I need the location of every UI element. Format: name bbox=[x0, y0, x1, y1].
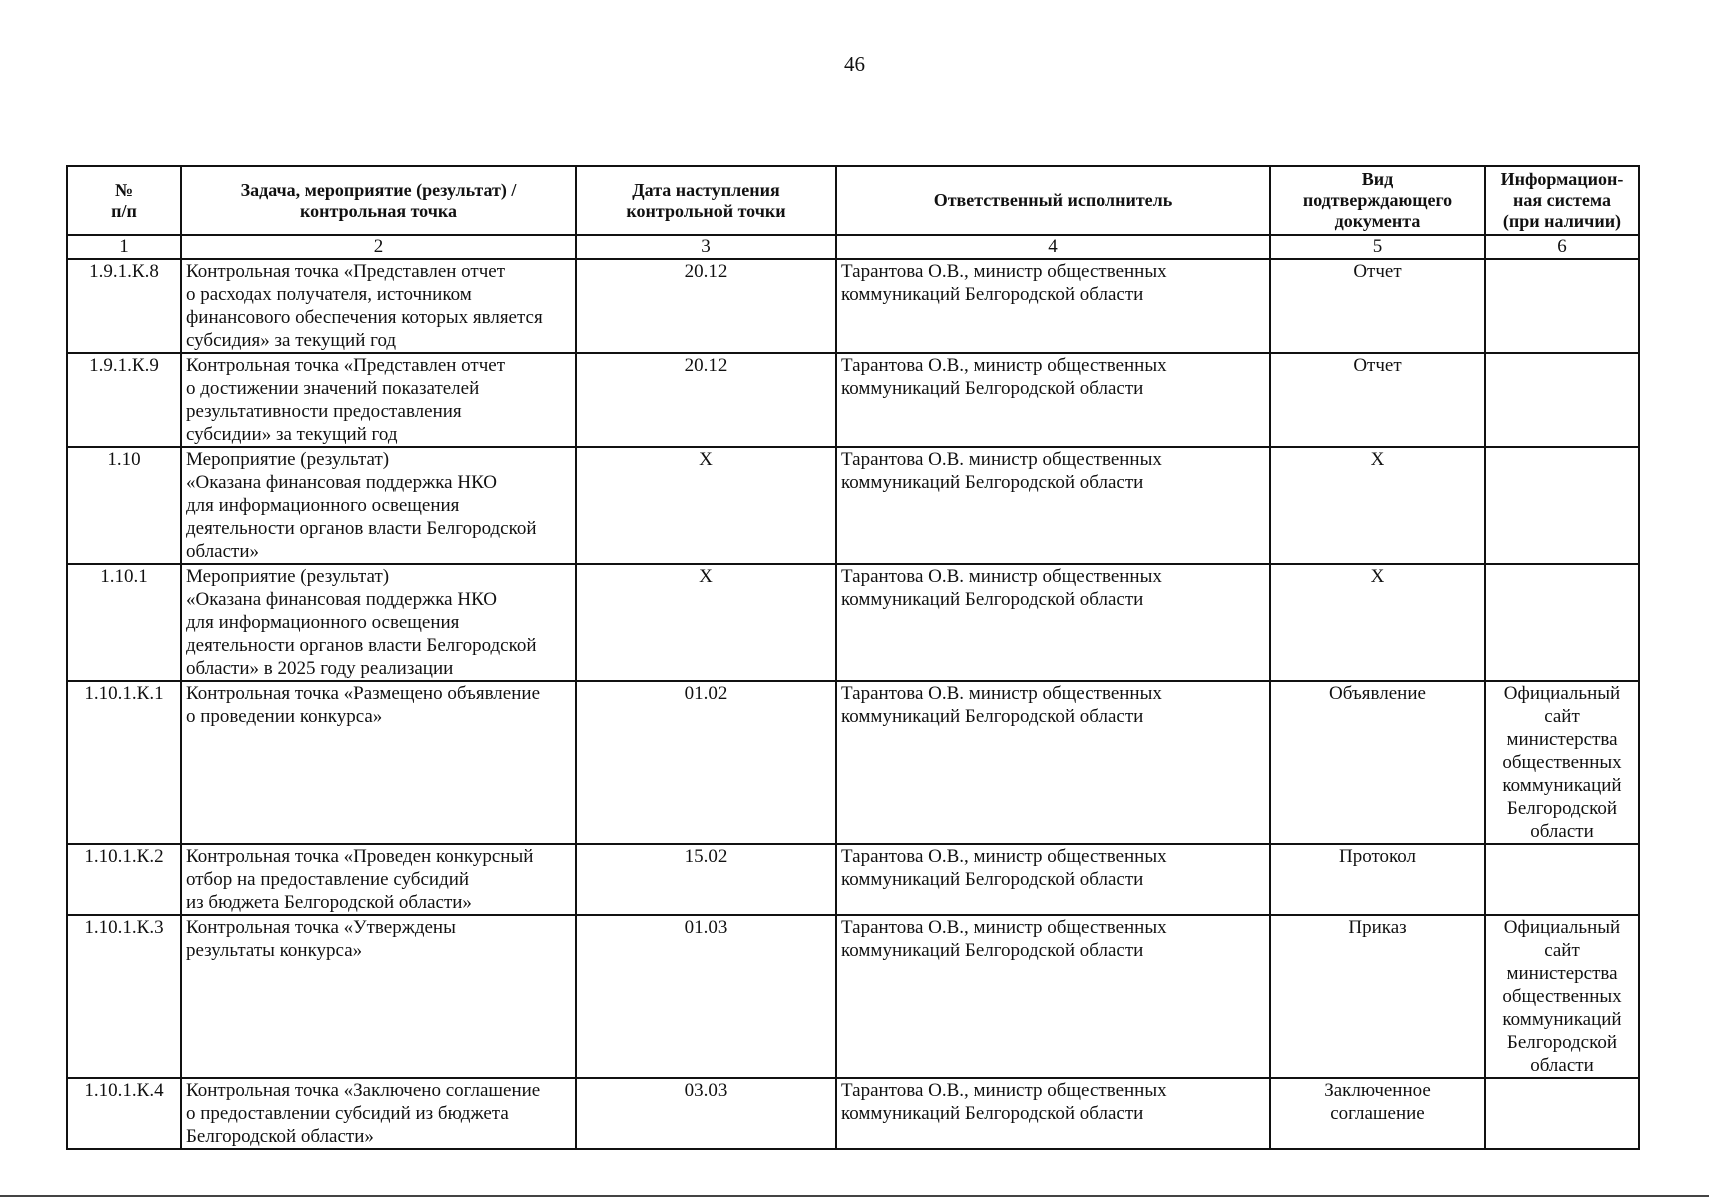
header-doc-type: Вид подтверждающего документа bbox=[1270, 166, 1485, 235]
table-row bbox=[67, 1078, 1639, 1149]
column-number-row bbox=[67, 235, 1639, 259]
row-number: 1.10.1.К.1 bbox=[67, 681, 181, 844]
row-executor: Тарантова О.В., министр общественных коммуникаций Белгородской области bbox=[836, 259, 1270, 353]
row-number: 1.10.1.К.3 bbox=[67, 915, 181, 1078]
header-number: № п/п bbox=[67, 166, 181, 235]
table-row bbox=[67, 259, 1639, 353]
row-date: X bbox=[576, 447, 836, 564]
row-info-system bbox=[1485, 1078, 1639, 1149]
column-number: 5 bbox=[1270, 235, 1485, 259]
row-executor: Тарантова О.В., министр общественных коммуникаций Белгородской области bbox=[836, 1078, 1270, 1149]
row-info-system: Официальный сайт министерства общественных коммуникаций Белгородской области bbox=[1485, 681, 1639, 844]
header-task: Задача, мероприятие (результат) / контрольная точка bbox=[181, 166, 576, 235]
row-doc-type: Заключенное соглашение bbox=[1270, 1078, 1485, 1149]
row-info-system bbox=[1485, 259, 1639, 353]
row-number: 1.10.1 bbox=[67, 564, 181, 681]
row-info-system: Официальный сайт министерства общественных коммуникаций Белгородской области bbox=[1485, 915, 1639, 1078]
table-row bbox=[67, 915, 1639, 1078]
row-info-system bbox=[1485, 844, 1639, 915]
row-doc-type: Отчет bbox=[1270, 259, 1485, 353]
row-info-system bbox=[1485, 447, 1639, 564]
row-task: Контрольная точка «Представлен отчет о расходах получателя, источником финансового обеспечения которых является субсидия» за текущий год bbox=[181, 259, 576, 353]
row-executor: Тарантова О.В., министр общественных коммуникаций Белгородской области bbox=[836, 844, 1270, 915]
header-row bbox=[67, 166, 1639, 235]
header-info-system: Информацион- ная система (при наличии) bbox=[1485, 166, 1639, 235]
row-task: Контрольная точка «Утверждены результаты конкурса» bbox=[181, 915, 576, 1078]
table-row bbox=[67, 681, 1639, 844]
row-task: Мероприятие (результат) «Оказана финансовая поддержка НКО для информационного освещения деятельности органов власти Белгородской области» bbox=[181, 447, 576, 564]
page-number: 46 bbox=[844, 52, 865, 76]
column-number: 6 bbox=[1485, 235, 1639, 259]
row-doc-type: Объявление bbox=[1270, 681, 1485, 844]
table-row bbox=[67, 844, 1639, 915]
column-number: 1 bbox=[67, 235, 181, 259]
column-number: 2 bbox=[181, 235, 576, 259]
table-row bbox=[67, 353, 1639, 447]
row-task: Контрольная точка «Размещено объявление о проведении конкурса» bbox=[181, 681, 576, 844]
row-executor: Тарантова О.В., министр общественных коммуникаций Белгородской области bbox=[836, 915, 1270, 1078]
row-task: Контрольная точка «Заключено соглашение о предоставлении субсидий из бюджета Белгородской области» bbox=[181, 1078, 576, 1149]
row-executor: Тарантова О.В., министр общественных коммуникаций Белгородской области bbox=[836, 353, 1270, 447]
header-date: Дата наступления контрольной точки bbox=[576, 166, 836, 235]
row-date: 20.12 bbox=[576, 353, 836, 447]
scan-edge-line bbox=[0, 1195, 1709, 1197]
control-points-table bbox=[66, 165, 1640, 1150]
row-date: 01.02 bbox=[576, 681, 836, 844]
header-executor: Ответственный исполнитель bbox=[836, 166, 1270, 235]
row-number: 1.9.1.К.8 bbox=[67, 259, 181, 353]
row-executor: Тарантова О.В. министр общественных коммуникаций Белгородской области bbox=[836, 564, 1270, 681]
row-task: Контрольная точка «Представлен отчет о достижении значений показателей результативности предоставления субсидии» за текущий год bbox=[181, 353, 576, 447]
row-date: 01.03 bbox=[576, 915, 836, 1078]
row-number: 1.10.1.К.2 bbox=[67, 844, 181, 915]
row-doc-type: X bbox=[1270, 564, 1485, 681]
row-number: 1.10 bbox=[67, 447, 181, 564]
column-number: 4 bbox=[836, 235, 1270, 259]
row-doc-type: Протокол bbox=[1270, 844, 1485, 915]
row-executor: Тарантова О.В. министр общественных коммуникаций Белгородской области bbox=[836, 681, 1270, 844]
row-task: Контрольная точка «Проведен конкурсный отбор на предоставление субсидий из бюджета Белгородской области» bbox=[181, 844, 576, 915]
row-info-system bbox=[1485, 353, 1639, 447]
row-doc-type: Отчет bbox=[1270, 353, 1485, 447]
row-doc-type: Приказ bbox=[1270, 915, 1485, 1078]
row-date: 20.12 bbox=[576, 259, 836, 353]
row-date: 15.02 bbox=[576, 844, 836, 915]
row-info-system bbox=[1485, 564, 1639, 681]
table-row bbox=[67, 447, 1639, 564]
row-number: 1.9.1.К.9 bbox=[67, 353, 181, 447]
table-row bbox=[67, 564, 1639, 681]
row-number: 1.10.1.К.4 bbox=[67, 1078, 181, 1149]
row-date: X bbox=[576, 564, 836, 681]
column-number: 3 bbox=[576, 235, 836, 259]
row-doc-type: X bbox=[1270, 447, 1485, 564]
row-task: Мероприятие (результат) «Оказана финансовая поддержка НКО для информационного освещения деятельности органов власти Белгородской области» в 2025 году реализации bbox=[181, 564, 576, 681]
row-date: 03.03 bbox=[576, 1078, 836, 1149]
row-executor: Тарантова О.В. министр общественных коммуникаций Белгородской области bbox=[836, 447, 1270, 564]
